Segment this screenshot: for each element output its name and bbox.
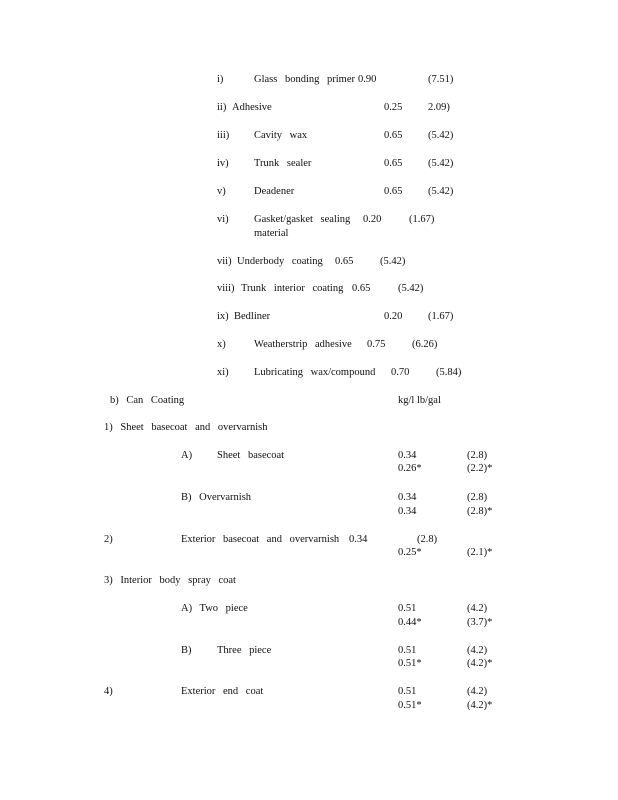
sub-item-label: A) Two piece — [181, 603, 248, 614]
item-lb-value: 2.09) — [428, 102, 450, 113]
item-lb-value: (5.42) — [428, 158, 454, 169]
kg-value: 0.25* — [398, 547, 422, 558]
subsection-label: Exterior basecoat and overvarnish — [181, 534, 340, 545]
kg-value: 0.26* — [398, 463, 422, 474]
lb-value: (4.2)* — [467, 658, 493, 669]
lb-value: (2.8) — [467, 492, 488, 503]
item-kg-value: 0.25 — [384, 102, 403, 113]
kg-value: 0.51* — [398, 658, 422, 669]
item-label: Deadener — [254, 186, 295, 197]
item-label: Bedliner — [234, 311, 271, 322]
kg-value: 0.51 — [398, 645, 417, 656]
item-kg-value: 0.65 — [384, 158, 403, 169]
subsection-heading: 1) Sheet basecoat and overvarnish — [104, 422, 268, 433]
item-number: vii) — [217, 256, 232, 267]
kg-value: 0.51* — [398, 700, 422, 711]
item-number: xi) — [217, 367, 229, 378]
lb-value: (2.1)* — [467, 547, 493, 558]
sub-item-name: Three piece — [217, 645, 272, 656]
item-lb-value: (5.84) — [436, 367, 462, 378]
item-label: Gasket/gasket sealing — [254, 214, 351, 225]
subsection-number: 4) — [104, 686, 113, 697]
sub-item-label: B) Overvarnish — [181, 492, 252, 503]
item-kg-value: 0.65 — [384, 130, 403, 141]
item-number: x) — [217, 339, 226, 350]
subsection-label: Exterior end coat — [181, 686, 264, 697]
units-header: kg/l lb/gal — [398, 395, 441, 406]
item-label: Glass bonding primer — [254, 74, 355, 85]
lb-value: (2.8)* — [467, 506, 493, 517]
lb-value: (4.2) — [467, 645, 488, 656]
item-lb-value: (5.42) — [380, 256, 406, 267]
item-number: iv) — [217, 158, 229, 169]
item-label: Underbody coating — [237, 256, 323, 267]
lb-value: (2.8) — [467, 450, 488, 461]
item-kg-value: 0.20 — [384, 311, 403, 322]
item-number: viii) — [217, 283, 235, 294]
lb-value: (4.2) — [467, 686, 488, 697]
item-label: Adhesive — [232, 102, 272, 113]
kg-value: 0.51 — [398, 603, 417, 614]
item-label-continued: material — [254, 228, 289, 239]
item-kg-value: 0.70 — [391, 367, 410, 378]
item-lb-value: (5.42) — [428, 130, 454, 141]
item-kg-value: 0.65 — [352, 283, 371, 294]
kg-value: 0.34 — [398, 506, 417, 517]
item-label: Trunk interior coating — [241, 283, 344, 294]
lb-value: (4.2) — [467, 603, 488, 614]
kg-value: 0.34 — [398, 492, 417, 503]
item-number: v) — [217, 186, 226, 197]
item-lb-value: (1.67) — [409, 214, 435, 225]
item-lb-value: (5.42) — [428, 186, 454, 197]
lb-value: (2.2)* — [467, 463, 493, 474]
sub-item-label: A) — [181, 450, 193, 461]
section-heading: b) Can Coating — [110, 395, 185, 406]
sub-item-label: B) — [181, 645, 192, 656]
kg-value: 0.44* — [398, 617, 422, 628]
kg-value: 0.34 — [349, 534, 368, 545]
subsection-heading: 3) Interior body spray coat — [104, 575, 236, 586]
item-kg-value: 0.65 — [384, 186, 403, 197]
lb-value: (4.2)* — [467, 700, 493, 711]
item-lb-value: (7.51) — [428, 74, 454, 85]
lb-value: (3.7)* — [467, 617, 493, 628]
item-number: i) — [217, 74, 224, 85]
item-kg-value: 0.75 — [367, 339, 386, 350]
item-kg-value: 0.20 — [363, 214, 382, 225]
item-label: Trunk sealer — [254, 158, 312, 169]
item-number: ix) — [217, 311, 229, 322]
item-label: Cavity wax — [254, 130, 308, 141]
item-number: vi) — [217, 214, 229, 225]
item-number: ii) — [217, 102, 227, 113]
subsection-number: 2) — [104, 534, 113, 545]
kg-value: 0.34 — [398, 450, 417, 461]
item-kg-value: 0.90 — [358, 74, 377, 85]
item-lb-value: (1.67) — [428, 311, 454, 322]
sub-item-name: Sheet basecoat — [217, 450, 285, 461]
item-lb-value: (5.42) — [398, 283, 424, 294]
item-lb-value: (6.26) — [412, 339, 438, 350]
item-label: Lubricating wax/compound — [254, 367, 376, 378]
item-kg-value: 0.65 — [335, 256, 354, 267]
item-number: iii) — [217, 130, 230, 141]
item-label: Weatherstrip adhesive — [254, 339, 352, 350]
lb-value: (2.8) — [417, 534, 438, 545]
kg-value: 0.51 — [398, 686, 417, 697]
